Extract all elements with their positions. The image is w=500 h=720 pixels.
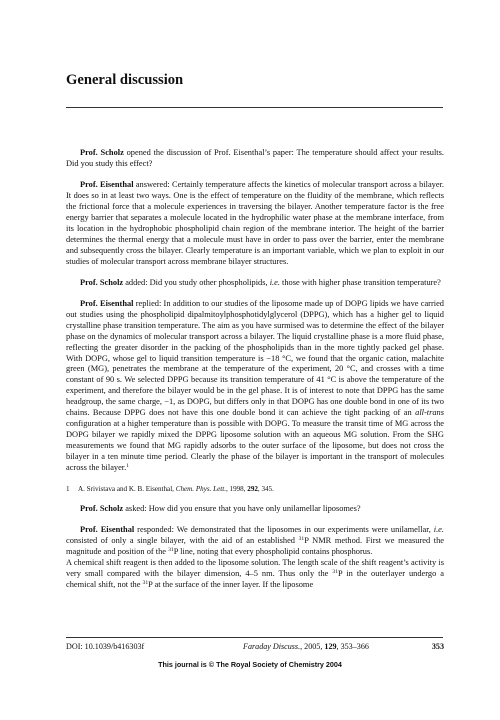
speaker-name: Prof. Scholz (80, 148, 124, 157)
copyright-notice: This journal is © The Royal Society of Chemistry 2004 (158, 660, 342, 669)
paragraph-7: A chemical shift reagent is then added to the liposome solution. The length scale of the shift reagent’s activity is very small compared with the bilayer dimension, 4–5 nm. Thus only the $^{31}$P in the outerlayer undergo a chemical shift, not the $^{31}$P at the surface of the inner layer. If the liposome (66, 558, 444, 589)
doi: DOI: 10.1039/b416303f (66, 642, 145, 651)
page-footer (66, 642, 444, 654)
paragraph-5: Prof. Scholz asked: How did you ensure that you have only unilamellar liposomes? (80, 504, 361, 514)
discussion-body (66, 148, 444, 601)
speaker-name: Prof. Eisenthal (80, 180, 134, 189)
paragraph-3: Prof. Scholz added: Did you study other phospholipids, i.e. those with higher phase transition temperature? (80, 277, 441, 287)
speaker-name: Prof. Scholz (80, 277, 124, 287)
speaker-name: Prof. Eisenthal (80, 298, 134, 308)
paragraph-1: Prof. Scholz opened the discussion of Prof. Eisenthal’s paper: The temperature should affect your results. Did you study this effect? (66, 148, 444, 168)
speaker-name: Prof. Eisenthal (80, 525, 135, 535)
footnote-ref: 1 (126, 463, 130, 470)
footnote: 1 A. Srivistava and K. B. Eisenthal, Chem. Phys. Lett., 1998, 292, 345. (66, 485, 274, 494)
page-title: General discussion (66, 72, 184, 88)
paragraph-6: Prof. Eisenthal responded: We demonstrated that the liposomes in our experiments were unilamellar, i.e. consisted of only a single bilayer, with the aid of an established $^{31}$P NMR method. First we measured the magnitude and position of the $^{31}$P line, noting that every phospholipid contains phosphorus. (66, 525, 445, 557)
speaker-name: Prof. Scholz (80, 504, 124, 514)
paragraph-2: Prof. Eisenthal answered: Certainly temperature affects the kinetics of molecular transport across a bilayer. It does so in at least two ways. One is the effect of temperature on the fluidity of the membrane, which reflects the frictional force that a molecule experiences in traversing the bilayer. Another temperature factor is the free energy barrier that separates a molecule located in the hydrophilic water phase at the membrane interface, from its location in the hydrophobic phospholipid chain region of the membrane interior. The height of the barrier determines the thermal energy that a molecule must have in order to pass over the barrier, enter the membrane and subsequently cross the bilayer. Clearly temperature is an important variable, which we plan to exploit in our studies of molecular transport across membrane bilayer structures. (66, 180, 444, 266)
title-rule (66, 107, 443, 108)
paragraph-4: Prof. Eisenthal replied: In addition to our studies of the liposome made up of DOPG lipids we have carried out studies using the phospholipid dipalmitoylphosphotidylglycerol (DPPG), which has a higher gel to liquid crystalline phase transition temperature. The aim as you have surmised was to determine the effect of the bilayer phase on the dynamics of molecular transport across a bilayer. The liquid crystalline phase is a more fluid phase, reflecting the greater disorder in the packing of the phospholipids than in the more tightly packed gel phase. With DOPG, whose gel to liquid transition temperature is −18 °C, we found that the organic cation, malachite green (MG), penetrates the membrane at the temperature of the experiment, 20 °C, and crosses with a time constant of 90 s. We selected DPPG because its transition temperature of 41 °C is above the temperature of the experiment, and therefore the bilayer would be in the gel phase. It is of interest to note that DPPG has the same headgroup, the same charge, −1, as DOPG, but differs only in that DOPG has one double bond in one of its two chains. Because DPPG does not have this one double bond it can achieve the tight packing of an all-trans configuration at a higher temperature than is possible with DOPG. To measure the transit time of MG across the DOPG bilayer we rapidly mixed the DPPG liposome solution with an aqueous MG solution. From the SHG measurements we found that MG rapidly adsorbs to the outer surface of the liposome, but does not cross the bilayer in a ten minute time period. Clearly the phase of the bilayer is important in the transport of molecules across the bilayer.$^1$ (66, 298, 444, 473)
page-number: 353 (431, 642, 444, 651)
journal-citation: Faraday Discuss., 2005, 129, 353–366 (243, 642, 369, 651)
footer-rule (66, 637, 443, 638)
footnote-number: 1 (66, 485, 70, 494)
